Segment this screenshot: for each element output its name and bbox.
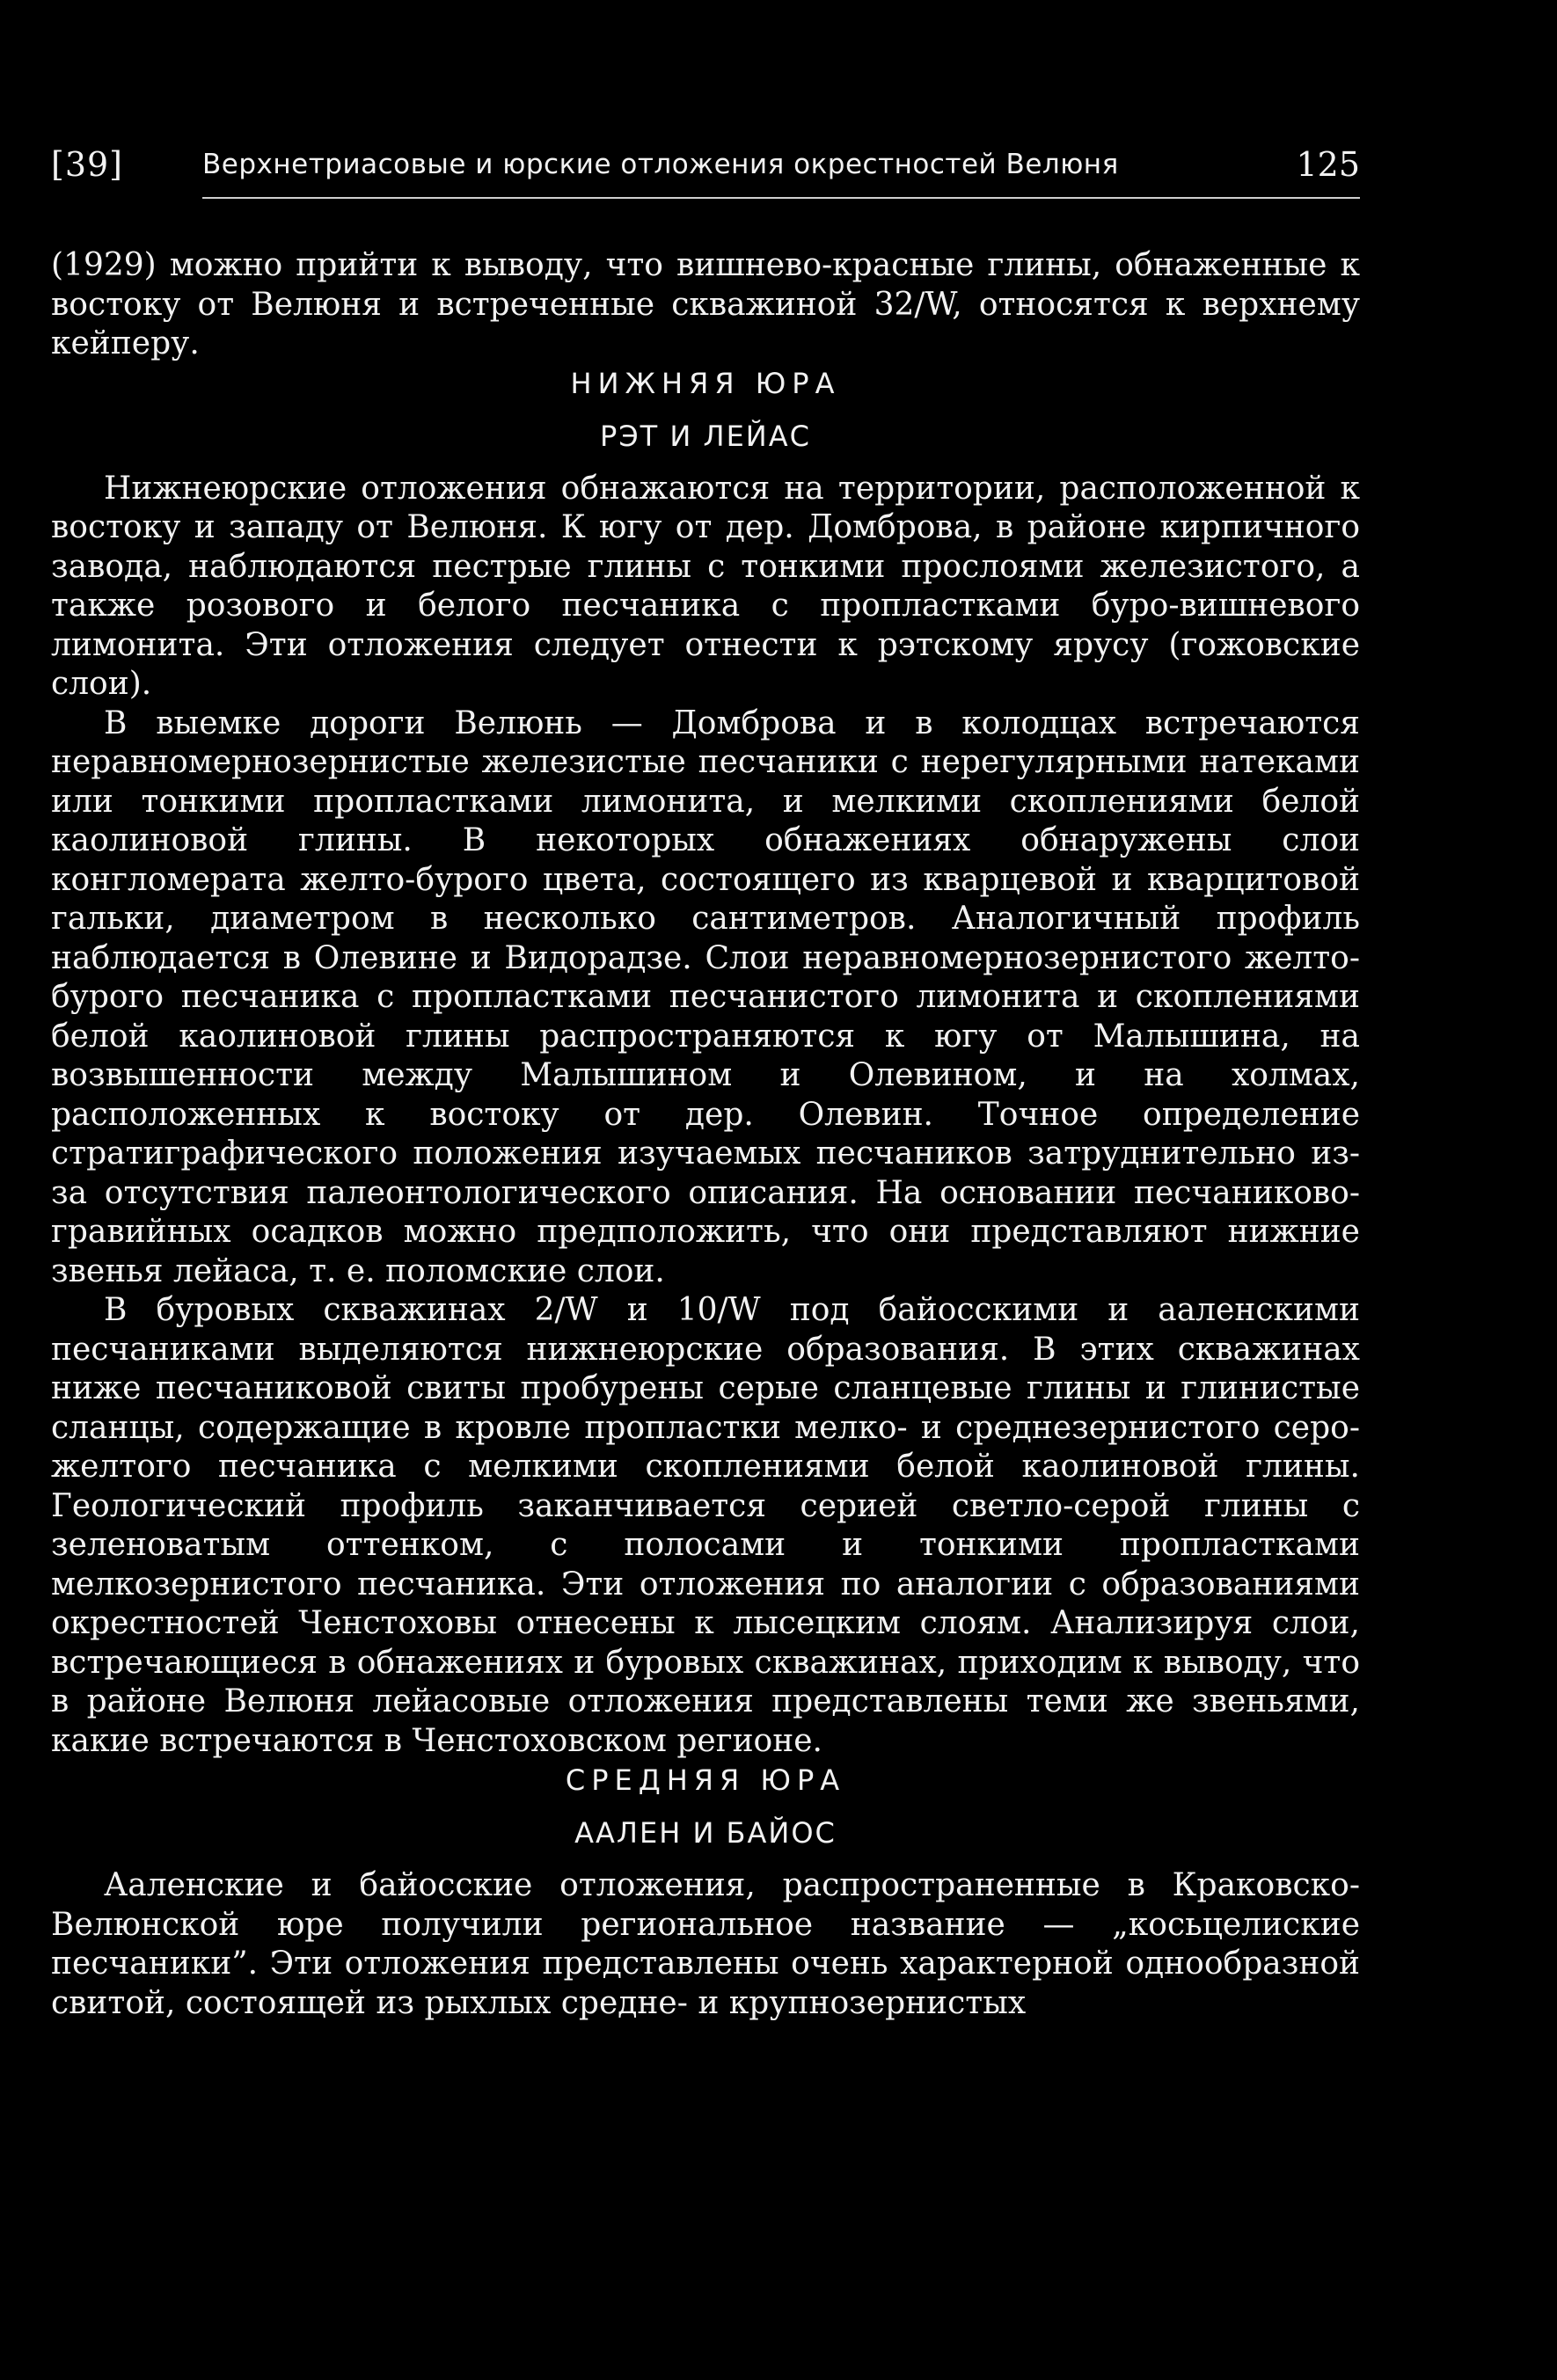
running-title: Верхнетриасовые и юрские отложения окрестностей Велюня	[202, 149, 1119, 180]
running-header	[51, 132, 1360, 186]
subsection-heading-aalen-bajocian: ААЛЕН И БАЙОС	[574, 1816, 837, 1850]
paragraph: Ааленские и байосские отложения, распространенные в Краковско-Велюнской юре получили региональное название — „косьцелиские песчаники”. Эти отложения представлены очень характерной однообразной свитой, состоящей из рыхлых средне- и крупнозернистых	[51, 1867, 1360, 2021]
document-page	[51, 132, 1360, 2021]
intro-paragraph: (1929) можно прийти к выводу, что вишнево-красные глины, обнаженные к востоку от Велюня и встреченные скважиной 32/W, относятся к верхнему кейперу.	[51, 247, 1360, 361]
paragraph: Нижнеюрские отложения обнажаются на территории, расположенной к востоку и западу от Велюня. К югу от дер. Домброва, в районе кирпичного завода, наблюдаются пестрые глины с тонкими прослоями железистого, а также розового и белого песчаника с пропластками буро-вишневого лимонита. Эти отложения следует отнести к рэтскому ярусу (гожовские слои).	[51, 470, 1360, 702]
subsection-heading-ret-leias: РЭТ И ЛЕЙАС	[600, 419, 811, 453]
paragraph: В буровых скважинах 2/W и 10/W под байосскими и ааленскими песчаниками выделяются нижнеюрские образования. В этих скважинах ниже песчаниковой свиты пробурены серые сланцевые глины и глинистые сланцы, содержащие в кровле пропластки мелко- и среднезернистого серо-желтого песчаника с мелкими скоплениями белой каолиновой глины. Геологический профиль заканчивается серией светло-серой глины с зеленоватым оттенком, с полосами и тонкими пропластками мелкозернистого песчаника. Эти отложения по аналогии с образованиями окрестностей Ченстоховы отнесены к лысецким слоям. Анализируя слои, встречающиеся в обнажениях и буровых скважинах, приходим к выводу, что в районе Велюня лейасовые отложения представлены теми же звеньями, какие встречаются в Ченстоховском регионе.	[51, 1292, 1360, 1759]
section-heading-middle-jurassic: СРЕДНЯЯ ЮРА	[565, 1763, 846, 1797]
paragraph: В выемке дороги Велюнь — Домброва и в колодцах встречаются неравномернозернистые железистые песчаники с нерегулярными натеками или тонкими пропластками лимонита, и мелкими скоплениями белой каолиновой глины. В некоторых обнажениях обнаружены слои конгломерата желто-бурого цвета, состоящего из кварцевой и кварцитовой гальки, диаметром в несколько сантиметров. Аналогичный профиль наблюдается в Олевине и Видорадзе. Слои неравномернозернистого желто-бурого песчаника с пропластками песчанистого лимонита и скоплениями белой каолиновой глины распространяются к югу от Малышина, на возвышенности между Малышином и Олевином, и на холмах, расположенных к востоку от дер. Олевин. Точное определение стратиграфического положения изучаемых песчаников затруднительно из-за отсутствия палеонтологического описания. На основании песчаниково-гравийных осадков можно предположить, что они представляют нижние звенья лейаса, т. е. поломские слои.	[51, 705, 1360, 1289]
page-body	[51, 246, 1360, 2023]
section-heading-lower-jurassic: НИЖНЯЯ ЮРА	[570, 366, 841, 400]
page-number: 125	[1296, 145, 1360, 184]
header-rule	[202, 197, 1360, 199]
section-number: [39]	[51, 145, 124, 184]
